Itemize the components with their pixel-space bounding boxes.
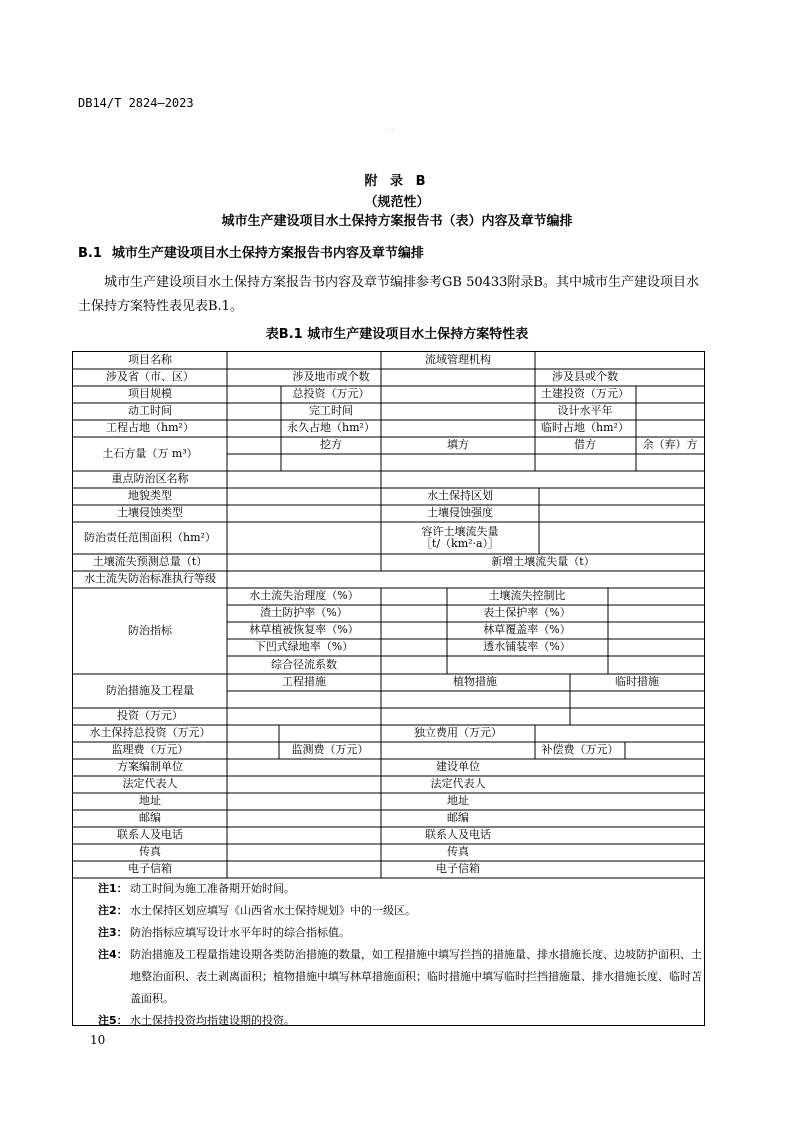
cell-label: 传真: [447, 845, 469, 858]
cell-label: 土壤侵蚀类型: [117, 506, 183, 519]
cell-label: 临时占地（hm²）: [541, 421, 629, 434]
cell-label: 土石方量（万 m³）: [102, 447, 198, 460]
cell-label: 土壤流失预测总量（t）: [92, 555, 208, 568]
cell-label: 表土保护率（%）: [483, 606, 571, 619]
cell-label: 设计水平年: [557, 404, 613, 417]
cell-label: 借方: [574, 438, 596, 451]
cell-label: 联系人及电话: [117, 828, 183, 841]
cell-label: 水土保持总投资（万元）: [89, 726, 211, 739]
note-text: 动工时间为施工准备期开始时间。: [130, 882, 295, 895]
characteristics-table: [72, 351, 705, 1026]
note-item: [72, 900, 705, 922]
cell-label: 邮编: [447, 811, 469, 824]
cell-label: 动工时间: [128, 404, 172, 417]
cell-label: 监测费（万元）: [291, 743, 369, 756]
cell-label: 项目名称: [128, 353, 172, 366]
cell-label: 余（弃）方: [642, 438, 698, 451]
appendix-nature: （规范性）: [364, 195, 430, 210]
cell-label: 流域管理机构: [425, 353, 491, 366]
cell-label: 法定代表人: [430, 777, 486, 790]
cell-label: 水土流失防治标准执行等级: [84, 572, 216, 585]
cell-label: 林草植被恢复率（%）: [249, 623, 359, 636]
cell-label: 总投资（万元）: [292, 387, 370, 400]
note-label: 注2：: [98, 904, 128, 917]
note-label: 注4：: [98, 948, 128, 961]
note-text: 防治措施及工程量指建设期各类防治措施的数量，如工程措施中填写拦挡的措施量、排水措施长度、边坡防护面积、土地整治面积、表土剥离面积；植物措施中填写林草措施面积；临时措施中填写临时拦挡措施量、排水措施长度、临时苫盖面积。: [130, 948, 702, 1005]
note-text: 水土保持投资均指建设期的投资。: [130, 1014, 295, 1027]
cell-label: 建设单位: [436, 760, 480, 773]
cell-label: 综合径流系数: [271, 658, 337, 671]
body-paragraph: 城市生产建设项目水土保持方案报告书内容及章节编排参考GB 50433附录B。其中城市生产建设项目水土保持方案特性表见表B.1。: [78, 275, 699, 314]
cell-label: 邮编: [139, 811, 161, 824]
section-title: 城市生产建设项目水土保持方案报告书内容及章节编排: [111, 246, 424, 261]
cell-label: 水土流失治理度（%）: [249, 589, 359, 602]
appendix-subject: 城市生产建设项目水土保持方案报告书（表）内容及章节编排: [221, 214, 573, 229]
cell-label: 林草覆盖率（%）: [483, 623, 571, 636]
cell-label: 地址: [447, 794, 469, 807]
note-text: 水土保持区划应填写《山西省水土保持规划》中的一级区。: [130, 904, 416, 917]
note-item: [72, 878, 705, 900]
cell-label: 临时措施: [615, 675, 659, 688]
appendix-title: 附 录 B: [364, 174, 430, 189]
cell-label: 监理费（万元）: [111, 743, 189, 756]
table-title: 表B.1 城市生产建设项目水土保持方案特性表: [265, 327, 529, 342]
cell-label: 土壤流失控制比: [488, 589, 566, 602]
cell-label: 独立费用（万元）: [414, 726, 502, 739]
cell-label: 新增土壤流失量（t）: [491, 555, 595, 568]
section-heading: [78, 242, 434, 261]
note-text: 防治指标应填写设计水平年时的综合指标值。: [130, 926, 350, 939]
cell-label: 植物措施: [453, 675, 497, 688]
cell-label: 渣土防护率（%）: [260, 606, 348, 619]
document-code: DB14/T 2824—2023: [78, 96, 194, 110]
tiny-mark: · ·: [388, 127, 394, 134]
cell-label: 永久占地（hm²）: [287, 421, 375, 434]
note-label: 注1：: [98, 882, 128, 895]
cell-label: 涉及县或个数: [552, 370, 618, 383]
note-item: [72, 944, 705, 1010]
cell-label: 防治措施及工程量: [106, 684, 194, 697]
cell-label: 土壤侵蚀强度: [427, 506, 493, 519]
cell-label: 地貌类型: [128, 489, 172, 502]
table-notes: [72, 878, 705, 1032]
cell-label: 挖方: [320, 438, 342, 451]
cell-label: 涉及省（市、区）: [106, 370, 194, 383]
cell-label: 水土保持区划: [427, 489, 493, 502]
page-number: 10: [90, 1033, 106, 1047]
cell-label: 下凹式绿地率（%）: [254, 640, 354, 653]
cell-label: 重点防治区名称: [111, 472, 189, 485]
cell-label: 法定代表人: [122, 777, 178, 790]
note-item: [72, 922, 705, 944]
cell-label: 工程占地（hm²）: [106, 421, 194, 434]
cell-label: 容许土壤流失量 ［t/（km²·a）］: [420, 525, 500, 550]
cell-label: 补偿费（万元）: [541, 743, 619, 756]
cell-label: 地址: [139, 794, 161, 807]
note-label: 注5：: [98, 1014, 128, 1027]
cell-label: 涉及地市或个数: [292, 370, 370, 383]
note-label: 注3：: [98, 926, 128, 939]
cell-label: 电子信箱: [128, 862, 172, 875]
cell-label: 项目规模: [128, 387, 172, 400]
cell-label: 土建投资（万元）: [541, 387, 629, 400]
cell-label: 防治指标: [128, 624, 172, 637]
cell-label: 填方: [447, 438, 469, 451]
cell-label: 投资（万元）: [117, 709, 183, 722]
cell-label: 传真: [139, 845, 161, 858]
cell-label: 透水铺装率（%）: [483, 640, 571, 653]
cell-label: 电子信箱: [436, 862, 480, 875]
cell-label: 方案编制单位: [117, 760, 183, 773]
cell-label: 联系人及电话: [425, 828, 491, 841]
note-item: [72, 1010, 705, 1032]
cell-label: 防治责任范围面积（hm²）: [84, 531, 216, 544]
section-number: B.1: [78, 246, 102, 261]
cell-label: 完工时间: [309, 404, 353, 417]
cell-label: 工程措施: [282, 675, 326, 688]
